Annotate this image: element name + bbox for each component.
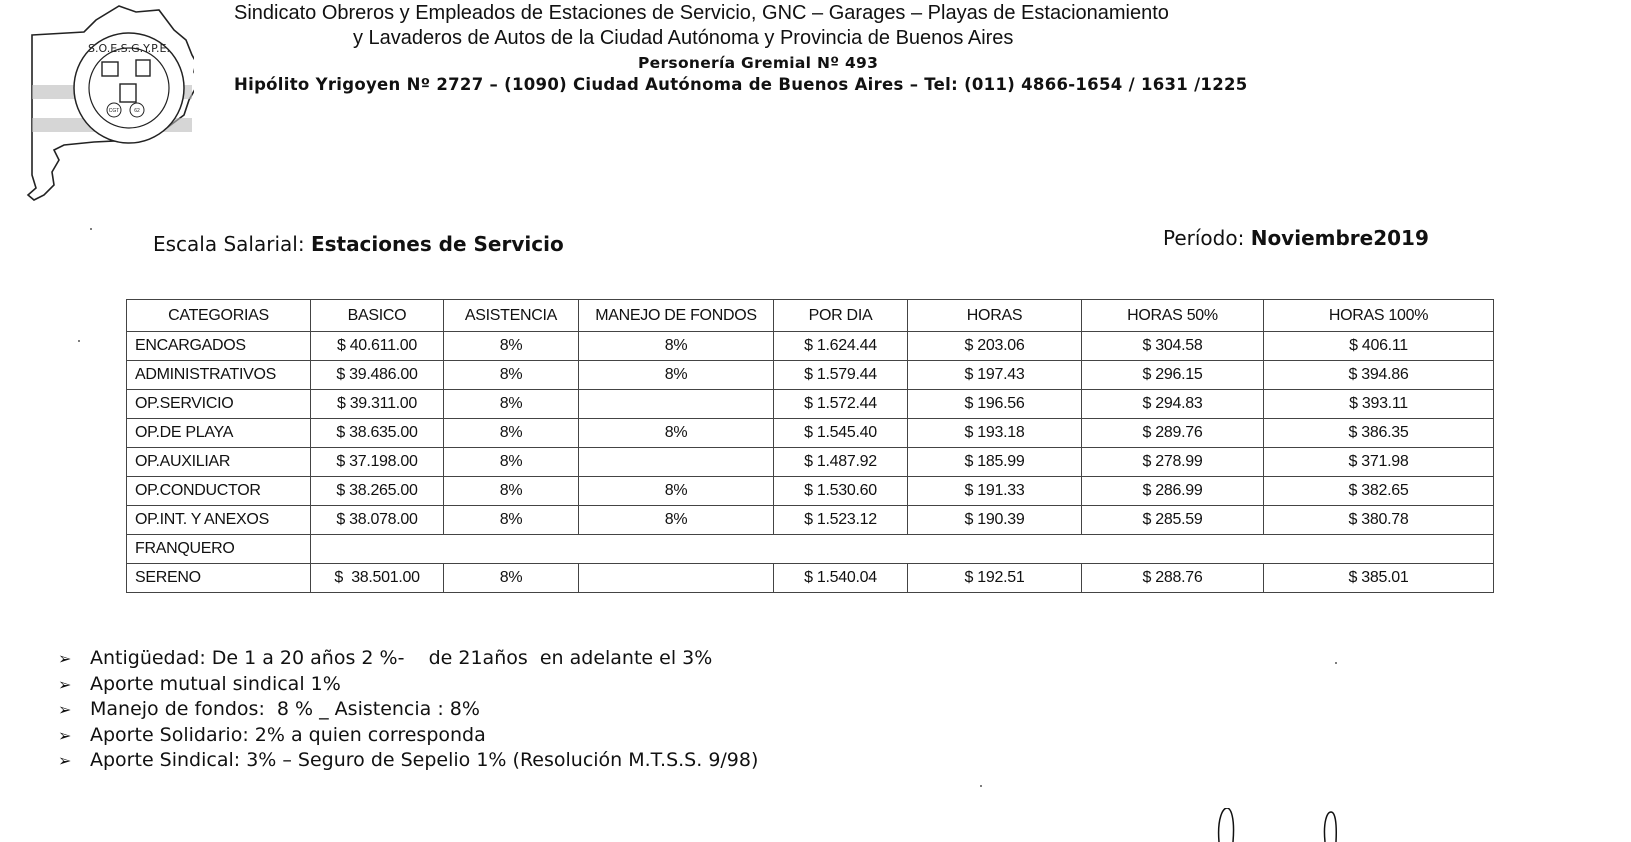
salary-scale bbox=[153, 232, 564, 256]
scan-speck bbox=[90, 228, 92, 230]
period-label: Período: bbox=[1163, 226, 1245, 250]
column-header-horas-100: HORAS 100% bbox=[1264, 300, 1494, 332]
cell-horas: $ 193.18 bbox=[908, 419, 1082, 448]
cell-horas-50: $ 289.76 bbox=[1082, 419, 1264, 448]
column-header-horas: HORAS bbox=[908, 300, 1082, 332]
cell-categoria: ADMINISTRATIVOS bbox=[127, 361, 311, 390]
cell-horas-100: $ 393.11 bbox=[1264, 390, 1494, 419]
cell-basico: $ 37.198.00 bbox=[311, 448, 444, 477]
note-item bbox=[58, 697, 758, 723]
column-header-por-dia: POR DIA bbox=[774, 300, 908, 332]
seal-acronym: S.O.E.S.G.Y.P.E. bbox=[88, 42, 170, 55]
cell-por-dia: $ 1.579.44 bbox=[774, 361, 908, 390]
cell-horas-100: $ 371.98 bbox=[1264, 448, 1494, 477]
cell-manejo bbox=[579, 390, 774, 419]
cell-horas-50: $ 304.58 bbox=[1082, 332, 1264, 361]
cell-basico: $ 38.635.00 bbox=[311, 419, 444, 448]
column-header-manejo-de-fondos: MANEJO DE FONDOS bbox=[579, 300, 774, 332]
cell-categoria: OP.AUXILIAR bbox=[127, 448, 311, 477]
header-union-name-line2: y Lavaderos de Autos de la Ciudad Autónoma y Provincia de Buenos Aires bbox=[353, 27, 1014, 49]
arrow-bullet-icon: ➢ bbox=[58, 700, 72, 719]
cell-horas-100: $ 386.35 bbox=[1264, 419, 1494, 448]
column-header-asistencia: ASISTENCIA bbox=[444, 300, 579, 332]
cell-basico: $ 38.078.00 bbox=[311, 506, 444, 535]
table-row bbox=[127, 506, 1494, 535]
table-row bbox=[127, 535, 1494, 564]
arrow-bullet-icon: ➢ bbox=[58, 674, 72, 694]
cell-asistencia: 8% bbox=[444, 564, 579, 593]
cell-categoria: OP.DE PLAYA bbox=[127, 419, 311, 448]
cell-asistencia: 8% bbox=[444, 332, 579, 361]
cell-manejo bbox=[579, 448, 774, 477]
table-row bbox=[127, 390, 1494, 419]
note-text: Aporte Sindical: 3% – Seguro de Sepelio 1% (Resolución M.T.S.S. 9/98) bbox=[90, 749, 759, 771]
table-row bbox=[127, 332, 1494, 361]
period bbox=[1163, 226, 1429, 250]
salary-scale-value: Estaciones de Servicio bbox=[310, 232, 564, 256]
note-text: Antigüedad: De 1 a 20 años 2 %- de 21años en adelante el 3% bbox=[90, 647, 713, 669]
cell-horas-100: $ 382.65 bbox=[1264, 477, 1494, 506]
cell-basico: $ 39.311.00 bbox=[311, 390, 444, 419]
cell-horas: $ 191.33 bbox=[908, 477, 1082, 506]
table-header-row bbox=[127, 300, 1494, 332]
table-row bbox=[127, 564, 1494, 593]
cell-por-dia: $ 1.540.04 bbox=[774, 564, 908, 593]
table-row bbox=[127, 419, 1494, 448]
cell-asistencia: 8% bbox=[444, 390, 579, 419]
cell-manejo: 8% bbox=[579, 361, 774, 390]
cell-manejo: 8% bbox=[579, 419, 774, 448]
cell-asistencia: 8% bbox=[444, 448, 579, 477]
note-item bbox=[58, 723, 758, 749]
header-union-name-line1: Sindicato Obreros y Empleados de Estaciones de Servicio, GNC – Garages – Playas de Estacionamiento bbox=[234, 2, 1169, 24]
cell-por-dia: $ 1.572.44 bbox=[774, 390, 908, 419]
cell-horas-50: $ 285.59 bbox=[1082, 506, 1264, 535]
cell-manejo: 8% bbox=[579, 477, 774, 506]
cell-horas-100: $ 380.78 bbox=[1264, 506, 1494, 535]
column-header-basico: BASICO bbox=[311, 300, 444, 332]
cell-horas-100: $ 406.11 bbox=[1264, 332, 1494, 361]
cell-horas: $ 185.99 bbox=[908, 448, 1082, 477]
signature-mark bbox=[1215, 808, 1345, 842]
arrow-bullet-icon: ➢ bbox=[58, 751, 72, 770]
cell-asistencia: 8% bbox=[444, 419, 579, 448]
badge-left: CGT bbox=[108, 108, 120, 114]
table-row bbox=[127, 361, 1494, 390]
cell-horas-50: $ 296.15 bbox=[1082, 361, 1264, 390]
note-text: Manejo de fondos: 8 % _ Asistencia : 8% bbox=[90, 698, 480, 720]
cell-basico: $ 38.501.00 bbox=[311, 564, 444, 593]
arrow-bullet-icon: ➢ bbox=[58, 725, 72, 745]
cell-horas-50: $ 286.99 bbox=[1082, 477, 1264, 506]
cell-por-dia: $ 1.530.60 bbox=[774, 477, 908, 506]
cell-horas: $ 192.51 bbox=[908, 564, 1082, 593]
cell-basico: $ 38.265.00 bbox=[311, 477, 444, 506]
cell-por-dia: $ 1.487.92 bbox=[774, 448, 908, 477]
badge-right: 62 bbox=[134, 108, 140, 114]
cell-por-dia: $ 1.523.12 bbox=[774, 506, 908, 535]
cell-categoria: SERENO bbox=[127, 564, 311, 593]
cell-basico: $ 39.486.00 bbox=[311, 361, 444, 390]
cell-horas-50: $ 294.83 bbox=[1082, 390, 1264, 419]
scan-speck bbox=[1335, 662, 1337, 664]
cell-por-dia: $ 1.624.44 bbox=[774, 332, 908, 361]
cell-horas: $ 190.39 bbox=[908, 506, 1082, 535]
scan-speck bbox=[78, 340, 80, 342]
cell-manejo bbox=[579, 564, 774, 593]
cell-horas-100: $ 394.86 bbox=[1264, 361, 1494, 390]
cell-por-dia: $ 1.545.40 bbox=[774, 419, 908, 448]
note-text: Aporte Solidario: 2% a quien corresponda bbox=[90, 723, 486, 746]
note-text: Aporte mutual sindical 1% bbox=[90, 672, 341, 695]
note-item bbox=[58, 646, 758, 672]
union-logo bbox=[24, 0, 194, 210]
note-item bbox=[58, 748, 758, 774]
note-item bbox=[58, 672, 758, 698]
cell-categoria: OP.SERVICIO bbox=[127, 390, 311, 419]
cell-horas: $ 203.06 bbox=[908, 332, 1082, 361]
salary-scale-label: Escala Salarial: bbox=[153, 232, 305, 256]
notes-list bbox=[58, 646, 758, 774]
cell-categoria: OP.CONDUCTOR bbox=[127, 477, 311, 506]
cell-horas-50: $ 288.76 bbox=[1082, 564, 1264, 593]
cell-asistencia: 8% bbox=[444, 506, 579, 535]
cell-horas-100: $ 385.01 bbox=[1264, 564, 1494, 593]
column-header-horas-50: HORAS 50% bbox=[1082, 300, 1264, 332]
cell-manejo: 8% bbox=[579, 506, 774, 535]
cell-categoria: FRANQUERO bbox=[127, 535, 311, 564]
salary-table bbox=[126, 299, 1494, 593]
cell-horas: $ 196.56 bbox=[908, 390, 1082, 419]
arrow-bullet-icon: ➢ bbox=[58, 649, 72, 668]
cell-empty-merged bbox=[311, 535, 1494, 564]
period-value: Noviembre2019 bbox=[1250, 226, 1429, 250]
cell-categoria: ENCARGADOS bbox=[127, 332, 311, 361]
header-address: Hipólito Yrigoyen Nº 2727 – (1090) Ciudad Autónoma de Buenos Aires – Tel: (011) 4866-1654 / 1631 /1225 bbox=[234, 75, 1248, 94]
cell-asistencia: 8% bbox=[444, 361, 579, 390]
column-header-categorias: CATEGORIAS bbox=[127, 300, 311, 332]
cell-manejo: 8% bbox=[579, 332, 774, 361]
table-row bbox=[127, 477, 1494, 506]
header-personeria: Personería Gremial Nº 493 bbox=[638, 54, 879, 72]
cell-categoria: OP.INT. Y ANEXOS bbox=[127, 506, 311, 535]
scan-speck bbox=[980, 785, 982, 787]
cell-horas-50: $ 278.99 bbox=[1082, 448, 1264, 477]
cell-horas: $ 197.43 bbox=[908, 361, 1082, 390]
table-row bbox=[127, 448, 1494, 477]
cell-basico: $ 40.611.00 bbox=[311, 332, 444, 361]
cell-asistencia: 8% bbox=[444, 477, 579, 506]
